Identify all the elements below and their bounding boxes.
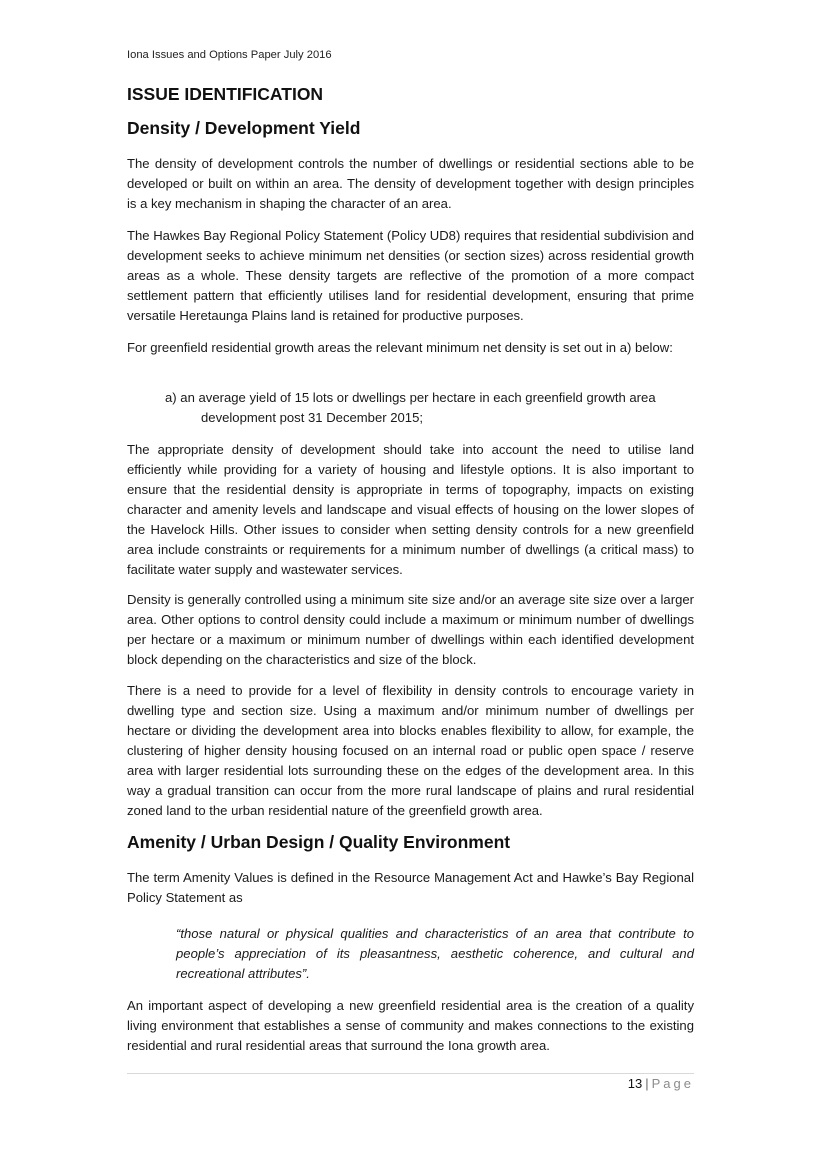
paragraph-greenfield-density: For greenfield residential growth areas the relevant minimum net density is set out in a) below: (127, 340, 673, 355)
paragraph-density-controls: Density is generally controlled using a minimum site size and/or an average site size over a larger area. Other options to control density could include a maximum or minimum number of dwellings per hectare or a maximum or minimum number of dwellings within each identified development block depending on the characteristics and size of the block. (127, 592, 694, 667)
list-item-a (165, 388, 694, 428)
page-label: Page (651, 1076, 694, 1091)
list-item-text-line2: development post 31 December 2015; (201, 410, 424, 425)
section-heading-density: Density / Development Yield (127, 118, 361, 138)
paragraph-appropriate-density: The appropriate density of development should take into account the need to utilise land efficiently while providing for a variety of housing and lifestyle options. It is also important to ensure that the residential density is appropriate in terms of topography, impacts on existing character and amenity levels and landscape and visual effects of housing on the lower slopes of the Havelock Hills. Other issues to consider when setting density controls for a new greenfield area include constraints or requirements for a minimum number of dwellings (a critical mass) to facilitate water supply and wastewater services. (127, 442, 694, 577)
footer-divider (127, 1073, 694, 1074)
paragraph-flexibility: There is a need to provide for a level of flexibility in density controls to encourage variety in dwelling type and section size. Using a maximum and/or minimum number of dwellings per hectare or dividing the development area into blocks enables flexibility to allow, for example, the clustering of higher density housing focused on an internal road or public open space / reserve area with larger residential lots surrounding these on the edges of the development area. In this way a gradual transition can occur from the more rural landscape of plains and rural residential zoned land to the urban residential nature of the greenfield growth area. (127, 683, 694, 818)
page-separator: | (645, 1076, 649, 1091)
list-item-text-line1: an average yield of 15 lots or dwellings per hectare in each greenfield growth area (180, 390, 656, 405)
section-heading-amenity: Amenity / Urban Design / Quality Environment (127, 832, 511, 852)
list-marker: a) (165, 390, 177, 405)
paragraph-density-intro: The density of development controls the number of dwellings or residential sections able to be developed or built on within an area. The density of development together with design principles is a key mechanism in shaping the character of an area. (127, 156, 694, 211)
running-header: Iona Issues and Options Paper July 2016 (127, 49, 332, 61)
document-title: ISSUE IDENTIFICATION (127, 84, 324, 104)
amenity-quote: “those natural or physical qualities and characteristics of an area that contribute to people’s appreciation of its pleasantness, aesthetic coherence, and cultural and recreational attributes”. (176, 926, 694, 981)
paragraph-amenity-definition: The term Amenity Values is defined in the Resource Management Act and Hawke’s Bay Regional Policy Statement as (127, 870, 694, 905)
paragraph-policy-ud8: The Hawkes Bay Regional Policy Statement (Policy UD8) requires that residential subdivision and development seeks to achieve minimum net densities (or section sizes) across residential growth areas as a whole. These density targets are reflective of the promotion of a more compact settlement pattern that efficiently utilises land for residential development, ensuring that prime versatile Heretaunga Plains land is retained for productive purposes. (127, 228, 694, 323)
paragraph-quality-environment: An important aspect of developing a new greenfield residential area is the creation of a quality living environment that establishes a sense of community and makes connections to the existing residential and rural residential areas that surround the Iona growth area. (127, 998, 694, 1053)
page-number-footer (628, 1076, 694, 1091)
page-number: 13 (627, 1076, 643, 1091)
